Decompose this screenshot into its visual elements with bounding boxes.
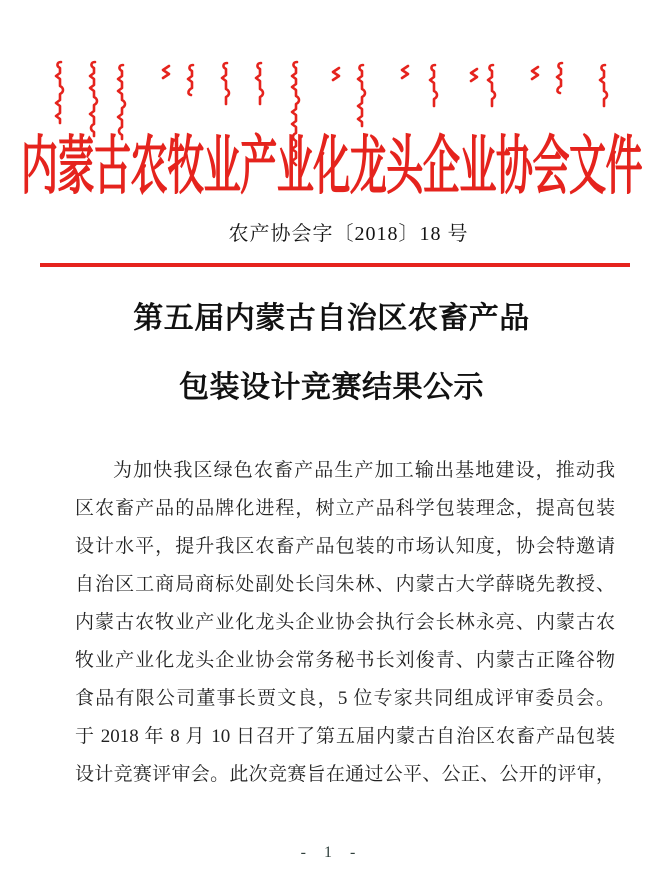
org-title-row <box>0 131 663 202</box>
body-line: 设计竞赛评审会。此次竞赛旨在通过公平、公正、公开的评审， <box>75 764 615 785</box>
body-line: 牧业产业化龙头企业协会常务秘书长刘俊青、内蒙古正隆谷物 <box>75 650 615 671</box>
body-line: 内蒙古农牧业产业化龙头企业协会执行会长林永亮、内蒙古农 <box>75 612 615 633</box>
body-paragraph <box>75 452 615 794</box>
body-line: 区农畜产品的品牌化进程，树立产品科学包装理念，提高包装 <box>75 498 615 519</box>
doc-title-line2: 包装设计竞赛结果公示 <box>179 371 484 404</box>
org-title: 内蒙古农牧业产业化龙头企业协会文件 <box>20 131 643 202</box>
body-line: 食品有限公司董事长贾文良，5 位专家共同组成评审委员会。 <box>75 688 615 709</box>
body-line: 为加快我区绿色农畜产品生产加工输出基地建设，推动我 <box>113 460 615 481</box>
body-line: 设计水平，提升我区农畜产品包装的市场认知度，协会特邀请 <box>75 536 615 557</box>
doc-title-line1: 第五届内蒙古自治区农畜产品 <box>133 302 530 335</box>
body-line: 自治区工商局商标处副处长闫朱林、内蒙古大学薛晓先教授、 <box>75 574 615 595</box>
doc-number: 农产协会字〔2018〕18 号 <box>228 223 469 245</box>
red-divider <box>40 263 630 267</box>
body-line: 于 2018 年 8 月 10 日召开了第五届内蒙古自治区农畜产品包装 <box>75 726 615 747</box>
page-number: - 1 - <box>300 844 363 861</box>
